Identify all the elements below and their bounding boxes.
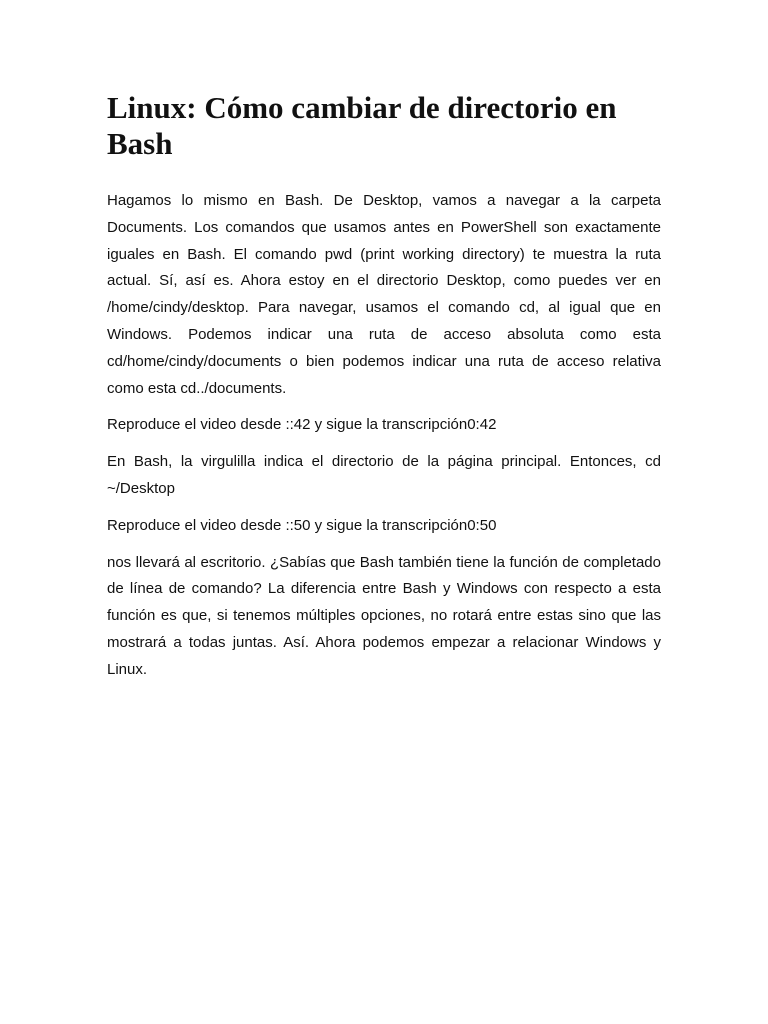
video-timestamp-line-42: Reproduce el video desde ::42 y sigue la transcripción0:42 bbox=[107, 416, 497, 434]
video-timestamp-line-50: Reproduce el video desde ::50 y sigue la transcripción0:50 bbox=[107, 516, 497, 534]
paragraph-virgulilla: En Bash, la virgulilla indica el directorio de la página principal. Entonces, cd ~/Desktop bbox=[107, 453, 661, 497]
page-title: Linux: Cómo cambiar de directorio en Bash bbox=[107, 90, 617, 161]
paragraph-intro: Hagamos lo mismo en Bash. De Desktop, vamos a navegar a la carpeta Documents. Los comandos que usamos antes en PowerShell son exactamente iguales en Bash. El comando pwd (print working directory) te muestra la ruta actual. Sí, así es. Ahora estoy en el directorio Desktop, como puedes ver en /home/cindy/desktop. Para navegar, usamos el comando cd, al igual que en Windows. Podemos indicar una ruta de acceso absoluta como esta cd/home/cindy/documents o bien podemos indicar una ruta de acceso relativa como esta cd../documents. bbox=[107, 192, 661, 397]
document-page bbox=[107, 90, 661, 694]
paragraph-autocomplete: nos llevará al escritorio. ¿Sabías que Bash también tiene la función de completado de línea de comando? La diferencia entre Bash y Windows con respecto a esta función es que, si tenemos múltiples opciones, no rotará entre estas sino que las mostrará a todas juntas. Así. Ahora podemos empezar a relacionar Windows y Linux. bbox=[107, 553, 661, 678]
